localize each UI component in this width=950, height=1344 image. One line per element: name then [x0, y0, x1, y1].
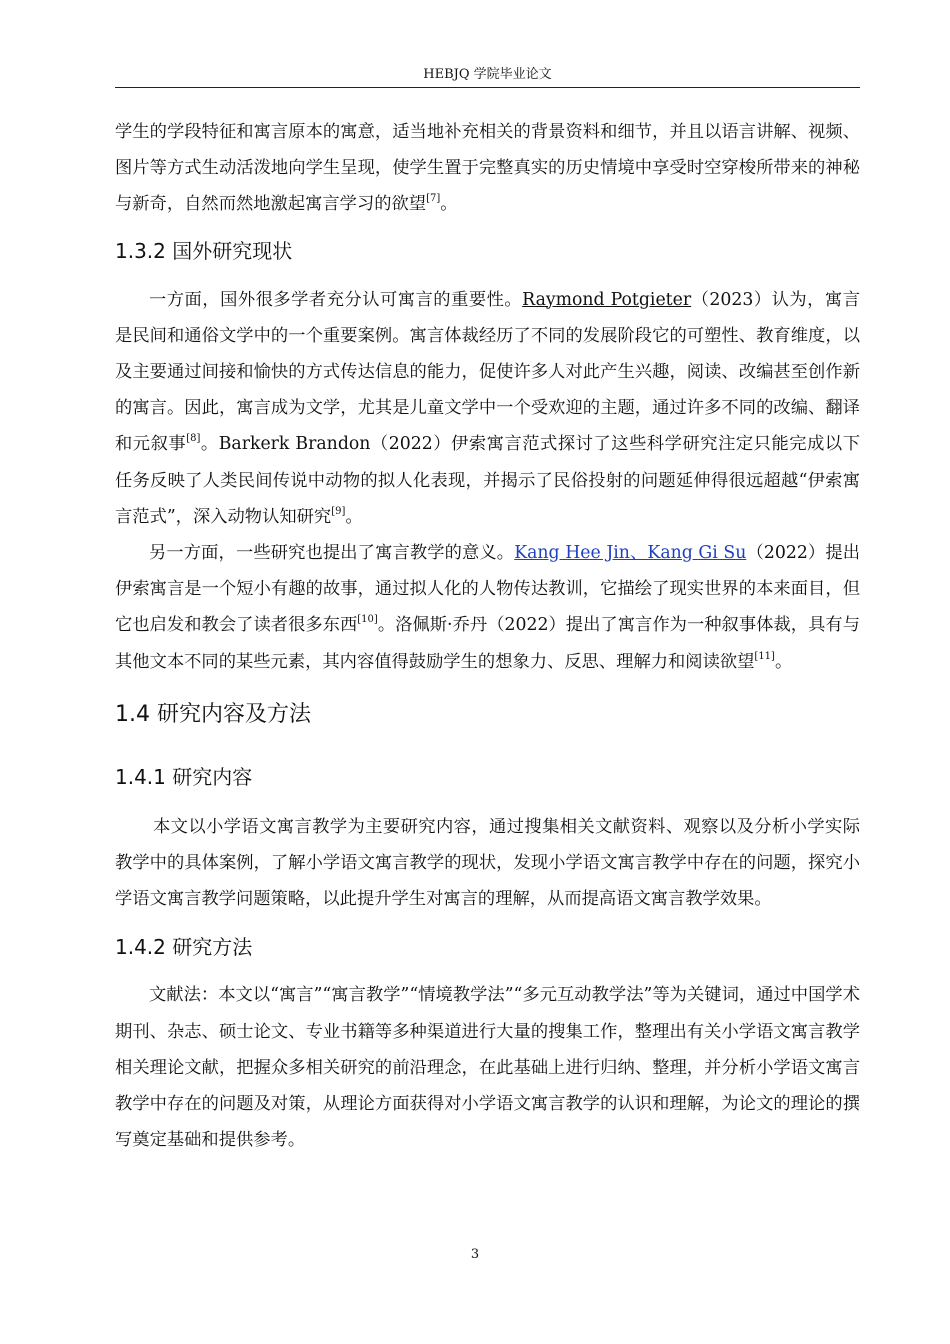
paragraph-text: 一方面，国外很多学者充分认可寓言的重要性。 [149, 289, 523, 310]
section-heading-1-4-2: 1.4.2 研究方法 [115, 935, 253, 960]
paragraph-foreign-research-1 [115, 282, 860, 535]
page-content [115, 114, 860, 1158]
paragraph-text: （2023）认为，寓言是民间和通俗文学中的一个重要案例。寓言体裁经历了不同的发展阶段它的可塑性、教育维度，以及主要通过间接和愉快的方式传达信息的能力，促使许多人对此产生兴趣，阅读、改编甚至创作新的寓言。因此，寓言成为文学，尤其是儿童文学中一个受欢迎的主题，通过许多不同的改编、翻译和元叙事 [115, 289, 860, 455]
paragraph-foreign-research-2 [115, 535, 860, 680]
paragraph-continuation [115, 114, 860, 223]
author-link[interactable]: Kang Hee Jin、Kang Gi Su [514, 543, 747, 564]
paragraph-research-content: 本文以小学语文寓言教学为主要研究内容，通过搜集相关文献资料、观察以及分析小学实际教学中的具体案例，了解小学语文寓言教学的现状，发现小学语文寓言教学中存在的问题，探究小学语文寓言教学问题策略，以此提升学生对寓言的理解，从而提高语文寓言教学效果。 [115, 816, 860, 910]
paragraph-text: 学生的学段特征和寓言原本的寓意，适当地补充相关的背景资料和细节，并且以语言讲解、视频、图片等方式生动活泼地向学生呈现，使学生置于完整真实的历史情境中享受时空穿梭所带来的神秘与新奇，自然而然地激起寓言学习的欲望 [115, 122, 860, 215]
page-number: 3 [470, 1247, 480, 1262]
paragraph-end: 。 [345, 506, 363, 527]
paragraph-end: 。 [774, 651, 793, 672]
paragraph-text: 。Barkerk Brandon（2022）伊索寓言范式探讨了这些科学研究注定只能完成以下任务反映了人类民间传说中动物的拟人化表现，并揭示了民俗投射的问题延伸得很远超越“伊索寓言范式”，深入动物认知研究 [115, 434, 860, 527]
author-name: Raymond Potgieter [522, 289, 692, 310]
citation-ref: [10] [357, 614, 378, 626]
header-divider [115, 87, 860, 88]
running-header: HEBJQ 学院毕业论文 [423, 67, 552, 82]
section-heading-1-4: 1.4 研究内容及方法 [115, 701, 311, 727]
citation-ref: [7] [426, 193, 441, 205]
section-heading-1-3-2: 1.3.2 国外研究现状 [115, 238, 293, 263]
paragraph-text: 。洛佩斯·乔丹（2022）提出了寓言作为一种叙事体裁，具有与其他文本不同的某些元素，其内容值得鼓励学生的想象力、反思、理解力和阅读欲望 [115, 615, 860, 672]
citation-ref: [8] [186, 433, 201, 445]
paragraph-research-method: 文献法：本文以“寓言”“寓言教学”“情境教学法”“多元互动教学法”等为关键词，通过中国学术期刊、杂志、硕士论文、专业书籍等多种渠道进行大量的搜集工作，整理出有关小学语文寓言教学相关理论文献，把握众多相关研究的前沿理念，在此基础上进行归纳、整理，并分析小学语文寓言教学中存在的问题及对策，从理论方面获得对小学语文寓言教学的认识和理解，为论文的理论的撰写奠定基础和提供参考。 [115, 985, 860, 1151]
citation-ref: [11] [754, 650, 775, 662]
paragraph-end: 。 [440, 194, 458, 215]
citation-ref: [9] [331, 505, 346, 517]
paragraph-text: （2022）提出伊索寓言是一个短小有趣的故事，通过拟人化的人物传达教训，它描绘了现实世界的本来面目，但它也启发和教会了读者很多东西 [115, 543, 860, 636]
paragraph-text: 另一方面，一些研究也提出了寓言教学的意义。 [149, 543, 515, 564]
section-heading-1-4-1: 1.4.1 研究内容 [115, 764, 253, 789]
